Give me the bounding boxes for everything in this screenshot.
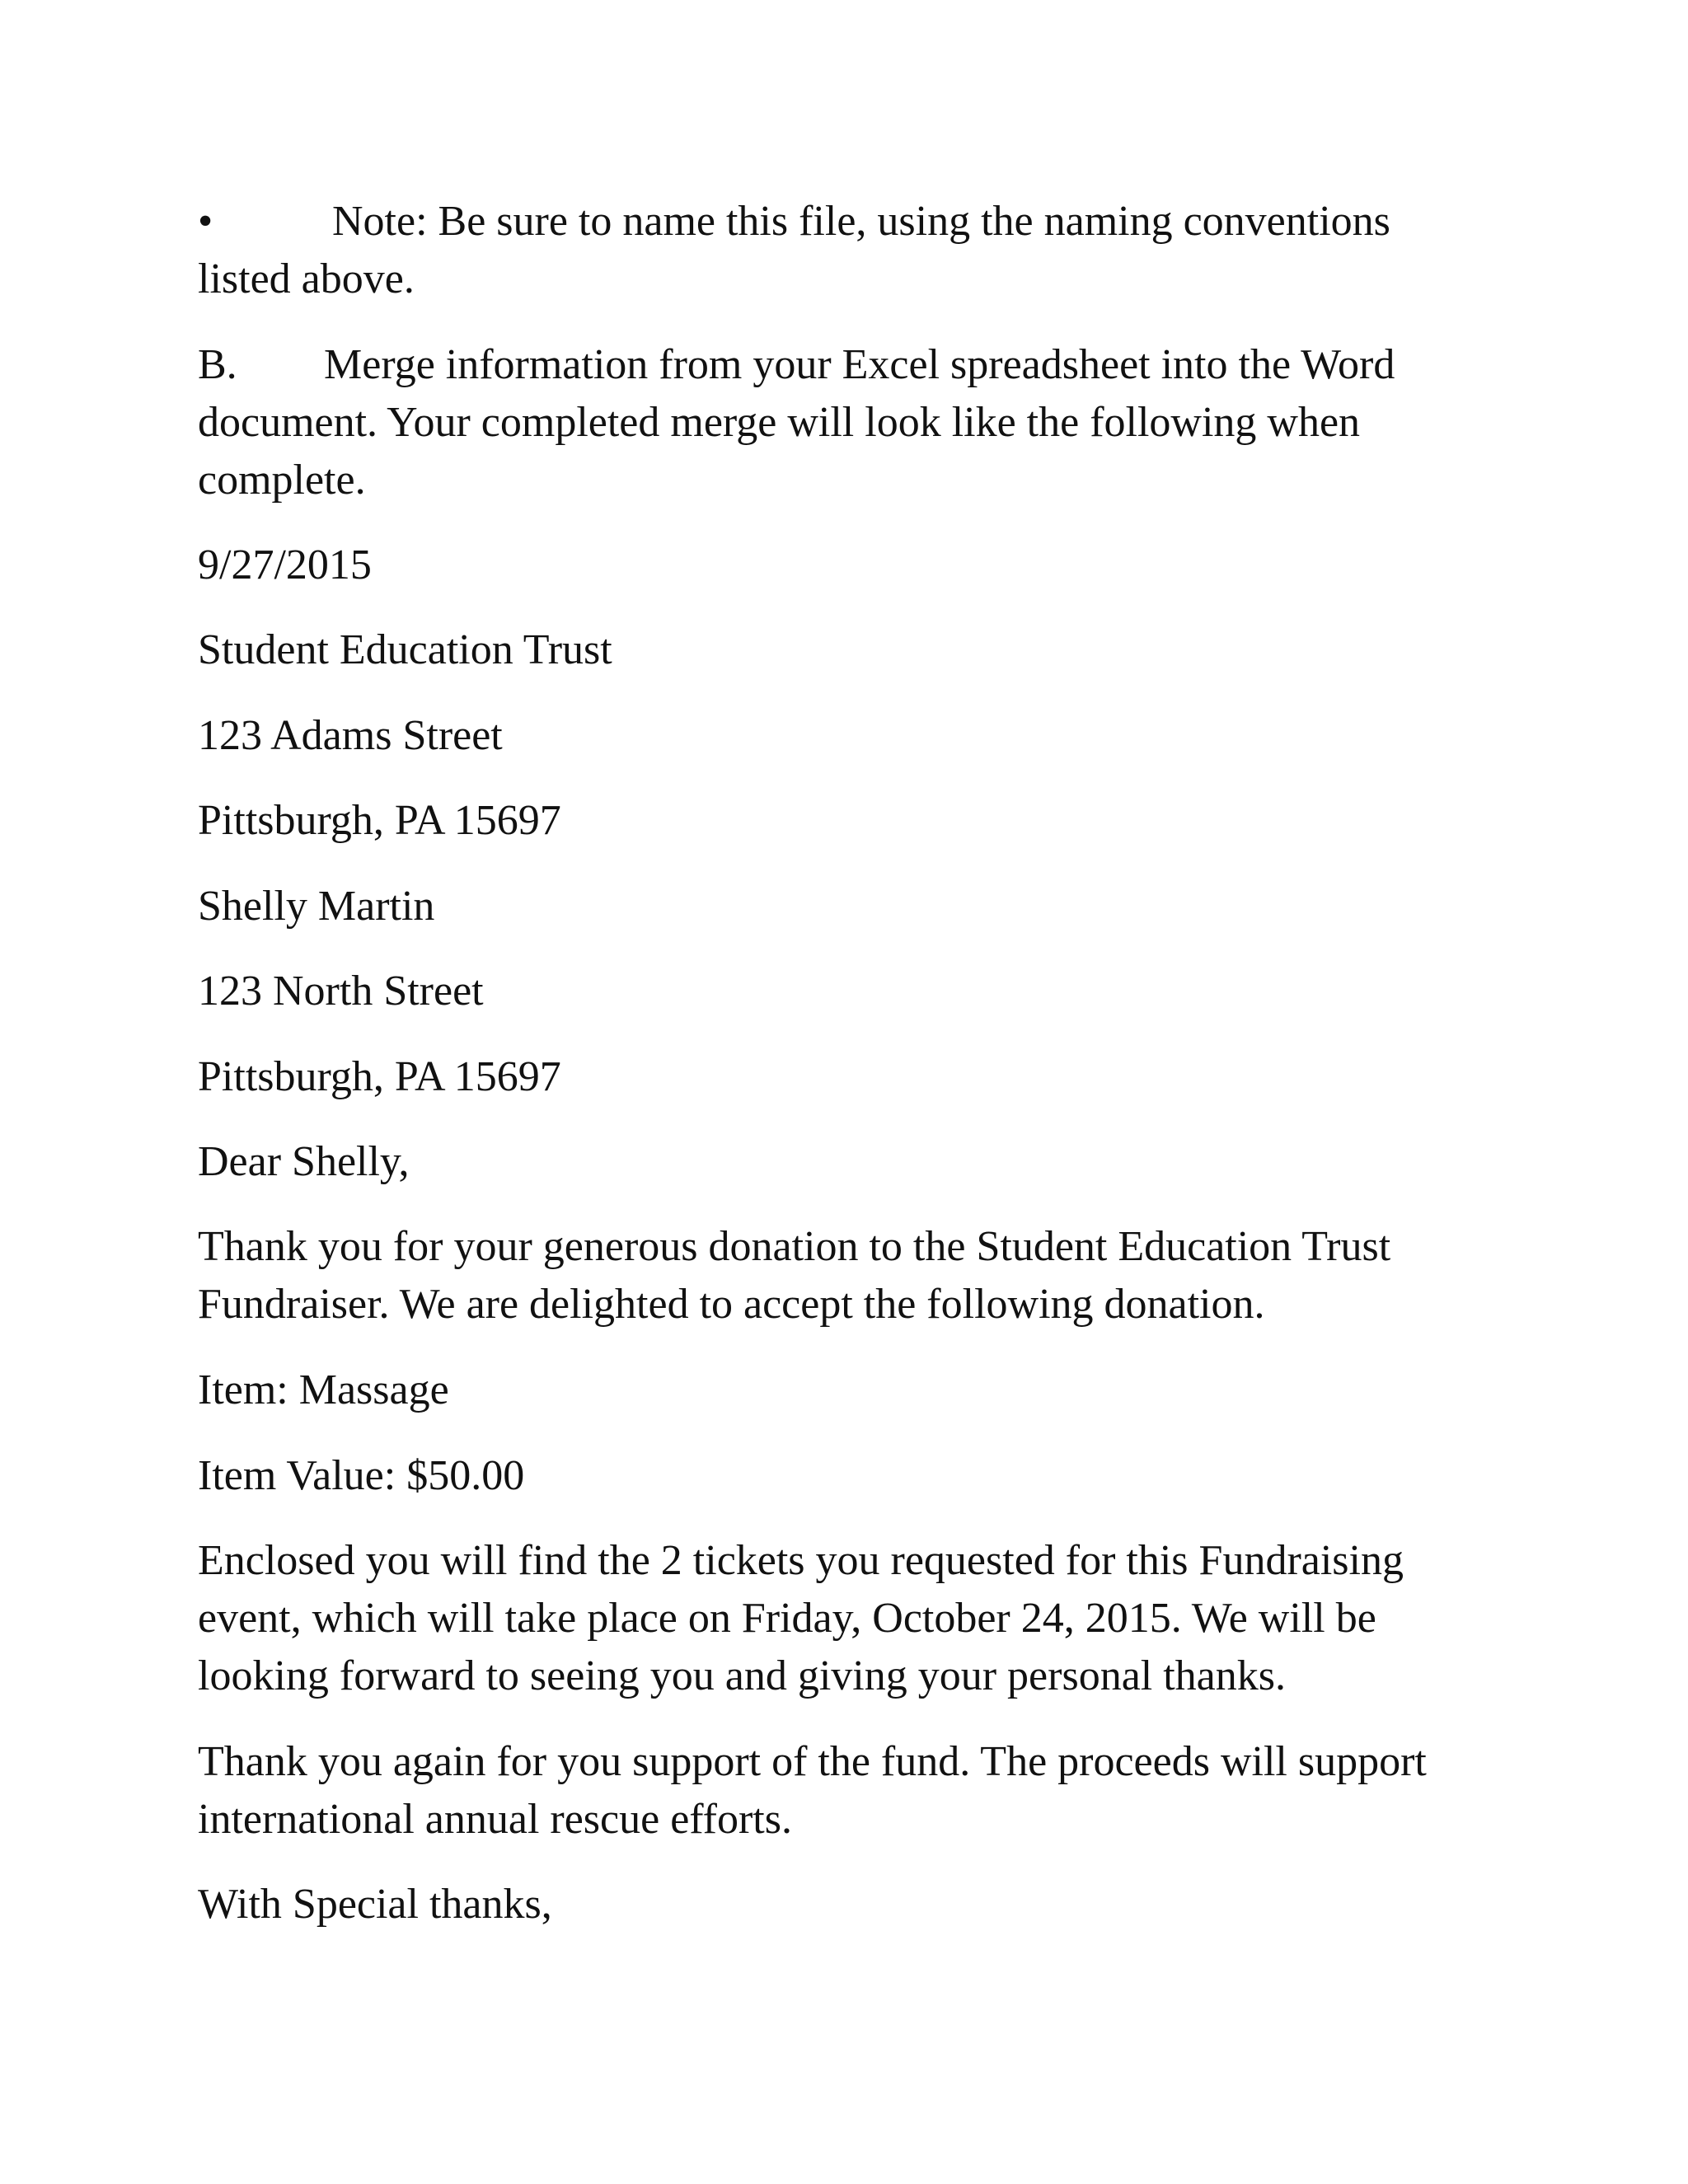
note-paragraph	[198, 193, 1484, 308]
donation-item-value: Item Value: $50.00	[198, 1452, 525, 1499]
step-marker: B.	[198, 341, 237, 388]
closing-line: With Special thanks,	[198, 1881, 552, 1928]
letter-date: 9/27/2015	[198, 541, 372, 588]
step-b-paragraph	[198, 336, 1484, 509]
note-text: Note: Be sure to name this file, using the naming conventions listed above.	[198, 198, 1390, 302]
step-text: Merge information from your Excel spreadsheet into the Word document. Your completed merge will look like the following when complete.	[198, 341, 1395, 504]
recipient-city-state-zip: Pittsburgh, PA 15697	[198, 1053, 561, 1100]
sender-city-state-zip: Pittsburgh, PA 15697	[198, 797, 561, 844]
donation-item: Item: Massage	[198, 1366, 449, 1413]
body-closing-paragraph: Thank you again for you support of the fund. The proceeds will support international annual rescue efforts.	[198, 1738, 1427, 1843]
recipient-name: Shelly Martin	[198, 883, 435, 930]
bullet-marker: •	[198, 198, 213, 245]
body-intro-paragraph: Thank you for your generous donation to the Student Education Trust Fundraiser. We are delighted to accept the following donation.	[198, 1223, 1391, 1328]
sender-street: 123 Adams Street	[198, 712, 503, 759]
body-tickets-paragraph: Enclosed you will find the 2 tickets you requested for this Fundraising event, which will take place on Friday, October 24, 2015. We will be looking forward to seeing you and giving your personal thanks.	[198, 1537, 1404, 1699]
salutation: Dear Shelly,	[198, 1138, 410, 1185]
sender-name: Student Education Trust	[198, 626, 612, 673]
recipient-street: 123 North Street	[198, 968, 484, 1015]
